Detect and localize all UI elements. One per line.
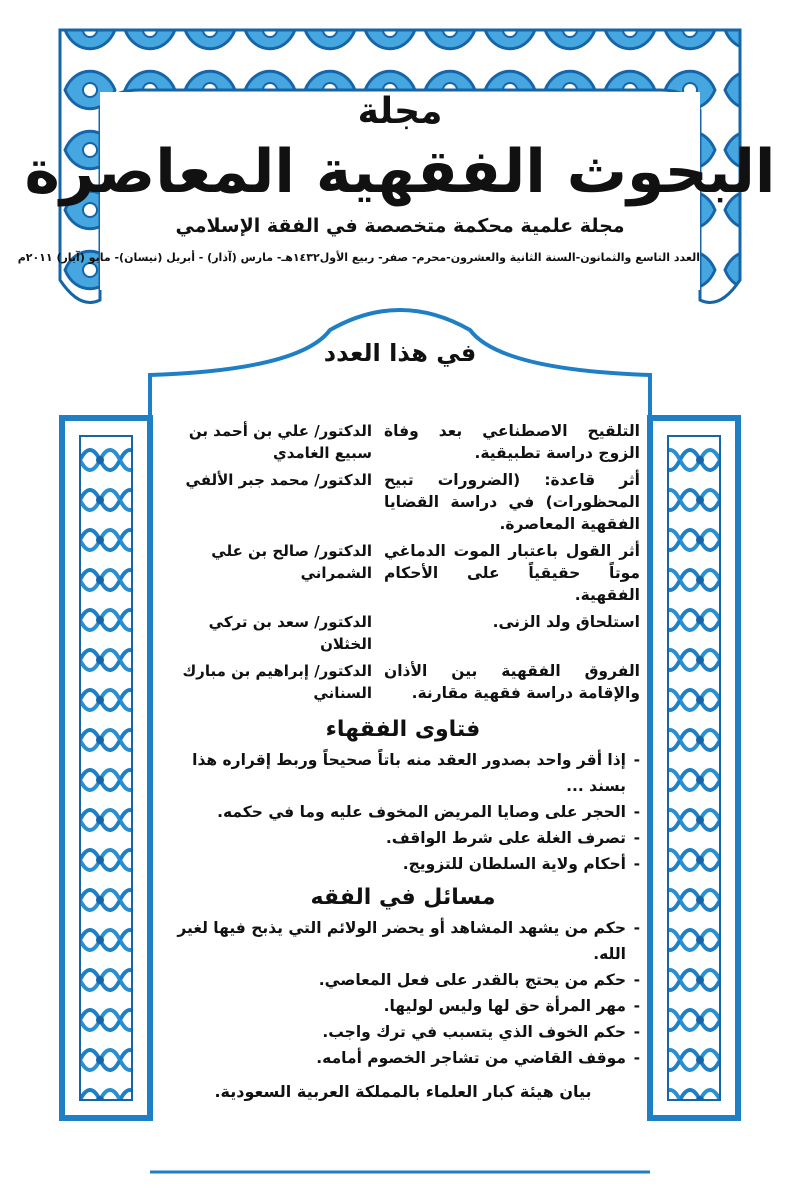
list-item: - حكم الخوف الذي يتسبب في ترك واجب. (166, 1019, 640, 1045)
list-item: - إذا أقر واحد بصدور العقد منه باتاً صحيحاً وربط إقراره هذا بسند ... (166, 747, 640, 799)
article-author: الدكتور/ صالح بن علي الشمراني (211, 542, 372, 582)
toc-entry (166, 611, 640, 655)
list-item: - حكم من يحتج بالقدر على فعل المعاصي. (166, 967, 640, 993)
masail-heading: مسائل في الفقه (310, 885, 496, 910)
article-author: الدكتور/ علي بن أحمد بن سبيع الغامدي (188, 422, 372, 462)
issue-info: العدد التاسع والثمانون-السنة الثانية والعشرون-محرم- صفر- ربيع الأول١٤٣٢هـ- مارس (آذار) - أبريل (نيسان)- مايو (آيار) ٢٠١١م (17, 251, 700, 264)
masail-list (166, 915, 640, 1071)
magazine-label: مجلة (357, 91, 443, 132)
magazine-subtitle: مجلة علمية محكمة متخصصة في الفقة الإسلامي (175, 215, 625, 237)
footer-note: بيان هيئة كبار العلماء بالمملكة العربية السعودية. (214, 1082, 592, 1101)
article-author: الدكتور/ إبراهيم بن مبارك السناني (182, 662, 372, 702)
article-title: استلحاق ولد الزنى. (492, 613, 640, 631)
toc-heading: في هذا العدد (323, 339, 477, 367)
toc-entry (166, 660, 640, 704)
list-item: - أحكام ولاية السلطان للتزويج. (166, 851, 640, 877)
fatawa-list (166, 747, 640, 877)
toc-entry (166, 540, 640, 606)
article-title: أثر قاعدة: (الضرورات تبيح المحظورات) في دراسة القضايا الفقهية المعاصرة. (384, 471, 640, 533)
article-title: التلقيح الاصطناعي بعد وفاة الزوج دراسة تطبيقية. (384, 422, 640, 462)
article-title: الفروق الفقهية بين الأذان والإقامة دراسة فقهية مقارنة. (384, 662, 640, 702)
list-item: - موقف القاضي من تشاجر الخصوم أمامه. (166, 1045, 640, 1071)
list-item: - حكم من يشهد المشاهد أو يحضر الولائم التي يذبح فيها لغير الله. (166, 915, 640, 967)
cover-content (166, 420, 640, 1105)
list-item: - مهر المرأة حق لها وليس لوليها. (166, 993, 640, 1019)
fatawa-heading: فتاوى الفقهاء (325, 717, 481, 742)
list-item: - الحجر على وصايا المريض المخوف عليه وما في حكمه. (166, 799, 640, 825)
article-author: الدكتور/ محمد جبر الألفي (185, 471, 372, 489)
list-item: - تصرف الغلة على شرط الواقف. (166, 825, 640, 851)
table-of-contents (166, 420, 640, 709)
article-title: أثر القول باعتبار الموت الدماغي موتاً حقيقياً على الأحكام الفقهية. (384, 542, 640, 604)
toc-entry (166, 420, 640, 464)
article-author: الدكتور/ سعد بن تركي الخثلان (208, 613, 372, 653)
magazine-title: البحوث الفقهية المعاصرة (24, 137, 776, 207)
toc-entry (166, 469, 640, 535)
